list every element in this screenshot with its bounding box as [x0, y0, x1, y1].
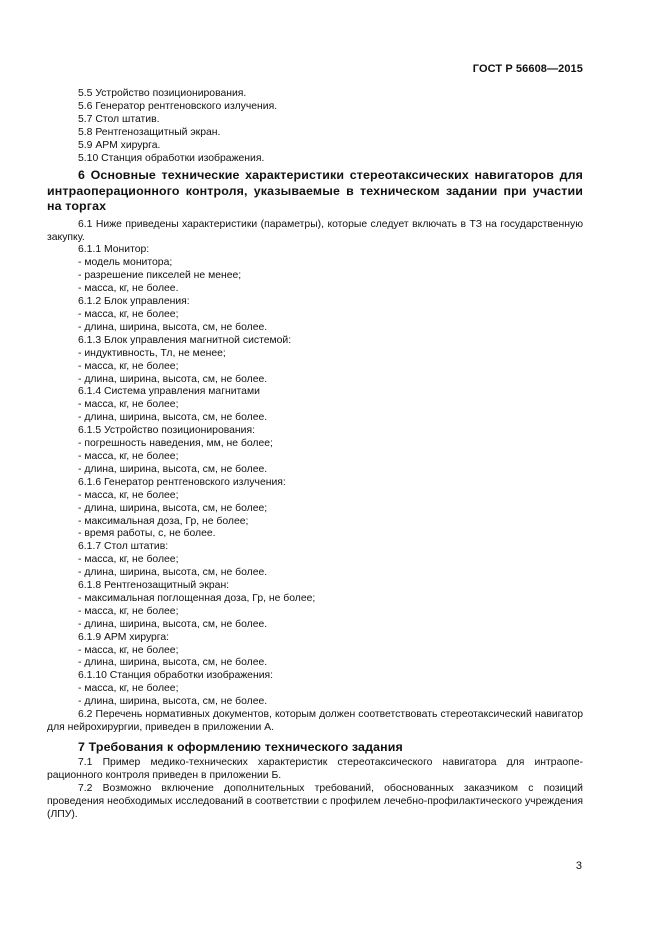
paragraph-7-2: 7.2 Возможно включение дополнительных требований, обоснованных заказчиком с позиций проведения необходимых исследований в соответствии с профилем лечебно-профилактического учреждения (ЛПУ).: [47, 783, 583, 820]
list-item: - масса, кг, не более;: [78, 605, 179, 617]
page-number: 3: [575, 860, 582, 872]
list-item: - масса, кг, не более;: [78, 644, 179, 656]
list-section-5: [47, 88, 583, 165]
list-item: - длина, ширина, высота, см, не более.: [78, 373, 268, 385]
list-item: 6.1.3 Блок управления магнитной системой:: [78, 334, 292, 346]
list-item: - индуктивность, Тл, не менее;: [78, 347, 226, 359]
list-item: 6.1.5 Устройство позиционирования:: [78, 425, 255, 437]
list-item: - длина, ширина, высота, см, не более.: [78, 321, 268, 333]
list-item: 6.1.10 Станция обработки изображения:: [78, 670, 274, 682]
list-item: 5.5 Устройство позиционирования.: [78, 88, 247, 99]
list-item: - масса, кг, не более;: [78, 683, 179, 695]
list-item: 5.8 Рентгенозащитный экран.: [78, 126, 221, 138]
list-item: - масса, кг, не более;: [78, 554, 179, 566]
paragraph-6-1: 6.1 Ниже приведены характеристики (параметры), которые следует включать в ТЗ на государственную закупку.: [47, 218, 583, 243]
list-item: - масса, кг, не более;: [78, 360, 179, 372]
list-item: 6.1.8 Рентгенозащитный экран:: [78, 580, 230, 592]
list-item: 6.1.2 Блок управления:: [78, 296, 190, 308]
list-item: 5.9 АРМ хирурга.: [78, 139, 161, 151]
list-item: 6.1.1 Монитор:: [78, 244, 150, 256]
document-header: ГОСТ Р 56608—2015: [472, 63, 583, 75]
list-item: - длина, ширина, высота, см, не более.: [78, 657, 268, 669]
list-item: 6.1.7 Стол штатив:: [78, 541, 169, 553]
list-item: 5.7 Стол штатив.: [78, 113, 160, 125]
list-item: - максимальная поглощенная доза, Гр, не более;: [78, 592, 316, 604]
list-item: 5.10 Станция обработки изображения.: [78, 152, 265, 164]
list-item: - время работы, с, не более.: [78, 528, 216, 540]
list-item: 6.1.4 Система управления магнитами: [78, 386, 260, 398]
paragraph-6-2: 6.2 Перечень нормативных документов, которым должен соответствовать стереотаксический навигатор для нейрохирургии, приведен в приложении А.: [47, 709, 583, 733]
list-item: 6.1.6 Генератор рентгеновского излучения:: [78, 476, 286, 488]
list-item: - масса, кг, не более;: [78, 450, 179, 462]
list-item: - длина, ширина, высота, см, не более.: [78, 696, 268, 708]
section-7-heading: 7 Требования к оформлению технического задания: [78, 739, 403, 754]
list-item: - масса, кг, не более;: [78, 489, 179, 501]
list-item: - длина, ширина, высота, см, не более.: [78, 618, 268, 630]
list-item: - масса, кг, не более.: [78, 283, 179, 295]
list-item: - масса, кг, не более;: [78, 399, 179, 411]
list-item: - длина, ширина, высота, см, не более.: [78, 463, 268, 475]
list-item: - длина, ширина, высота, см, не более.: [78, 412, 268, 424]
list-item: 5.6 Генератор рентгеновского излучения.: [78, 100, 278, 112]
document-body: [47, 88, 583, 822]
list-item: - масса, кг, не более;: [78, 309, 179, 320]
list-item: - разрешение пикселей не менее;: [78, 270, 242, 282]
list-item: - модель монитора;: [78, 257, 173, 269]
list-item: 6.1.9 АРМ хирурга:: [78, 631, 170, 643]
list-item: - длина, ширина, высота, см, не более;: [78, 502, 268, 514]
list-item: - погрешность наведения, мм, не более;: [78, 438, 273, 450]
paragraph-7-1: 7.1 Пример медико-технических характеристик стереотаксического навигатора для интраопе-рационного контроля приведен в приложении Б.: [47, 757, 583, 782]
list-item: - длина, ширина, высота, см, не более.: [78, 567, 268, 579]
list-item: - максимальная доза, Гр, не более;: [78, 515, 249, 527]
characteristics-list: [47, 244, 583, 709]
section-6-heading: 6 Основные технические характеристики стереотаксических навигаторов для интраоперационного контроля, указываемые в техническом задании при участии на торгах: [47, 168, 583, 214]
